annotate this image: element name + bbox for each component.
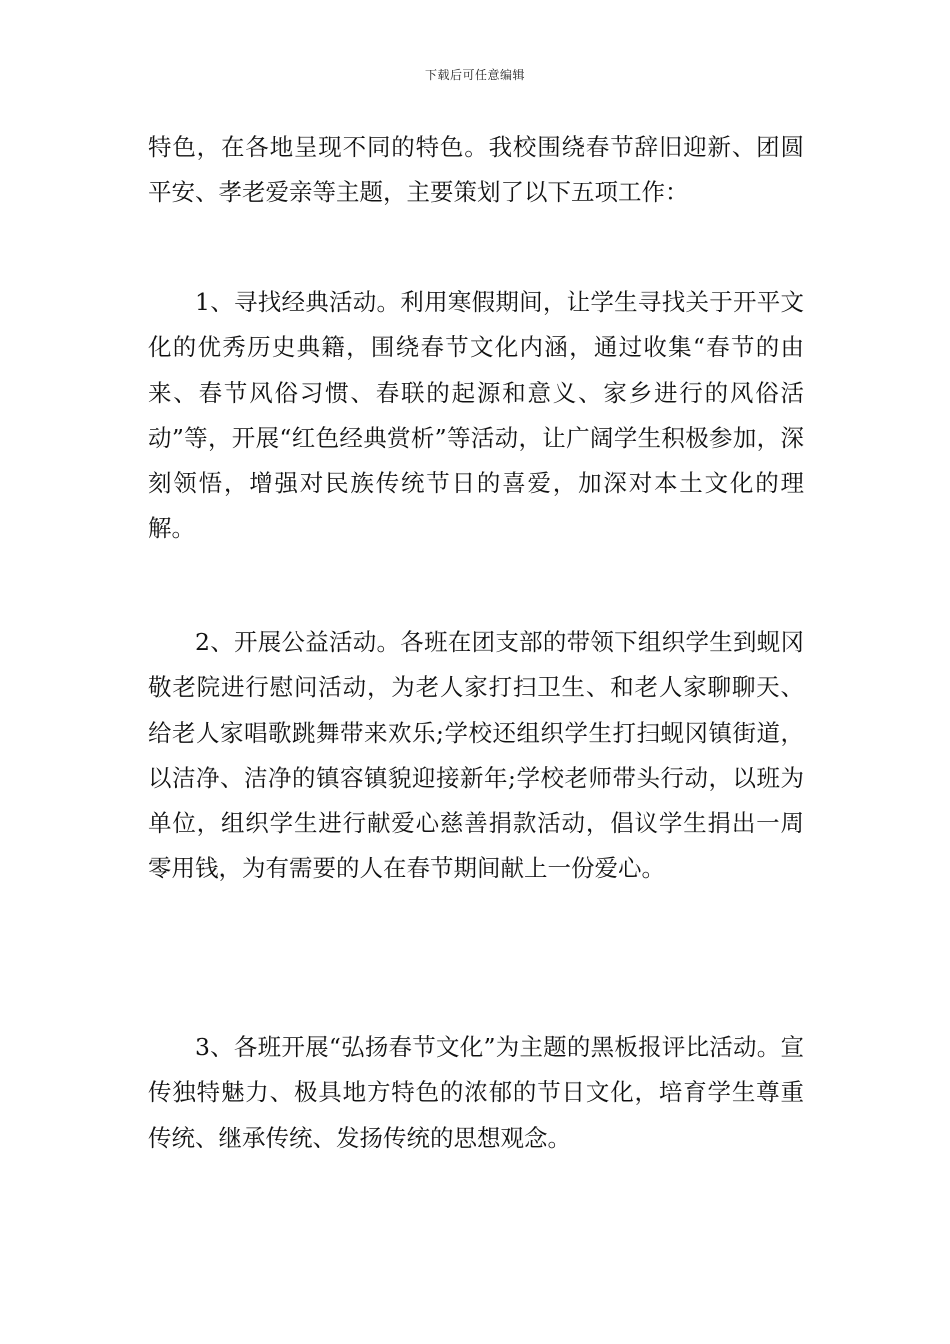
- paragraph-item-2: [148, 620, 804, 892]
- paragraph-item-3: [148, 1025, 804, 1161]
- paragraph-item-1: [148, 280, 804, 552]
- paragraph-intro-continued: [148, 125, 804, 216]
- paragraph-text: 特色，在各地呈现不同的特色。我校围绕春节辞旧迎新、团圆平安、孝老爱亲等主题，主要策划了以下五项工作：: [148, 133, 804, 207]
- paragraph-text: 3、各班开展“弘扬春节文化”为主题的黑板报评比活动。宣传独特魅力、极具地方特色的浓郁的节日文化，培育学生尊重传统、继承传统、发扬传统的思想观念。: [148, 1033, 804, 1152]
- paragraph-text: 1、寻找经典活动。利用寒假期间，让学生寻找关于开平文化的优秀历史典籍，围绕春节文化内涵，通过收集“春节的由来、春节风俗习惯、春联的起源和意义、家乡进行的风俗活动”等，开展“红色经典赏析”等活动，让广阔学生积极参加，深刻领悟，增强对民族传统节日的喜爱，加深对本土文化的理解。: [148, 288, 804, 543]
- paragraph-text: 2、开展公益活动。各班在团支部的带领下组织学生到蚬冈敬老院进行慰问活动，为老人家打扫卫生、和老人家聊聊天、给老人家唱歌跳舞带来欢乐;学校还组织学生打扫蚬冈镇街道，以洁净、洁净的镇容镇貌迎接新年;学校老师带头行动，以班为单位，组织学生进行献爱心慈善捐款活动，倡议学生捐出一周零用钱，为有需要的人在春节期间献上一份爱心。: [148, 628, 804, 883]
- page-header: 下载后可任意编辑: [424, 68, 525, 82]
